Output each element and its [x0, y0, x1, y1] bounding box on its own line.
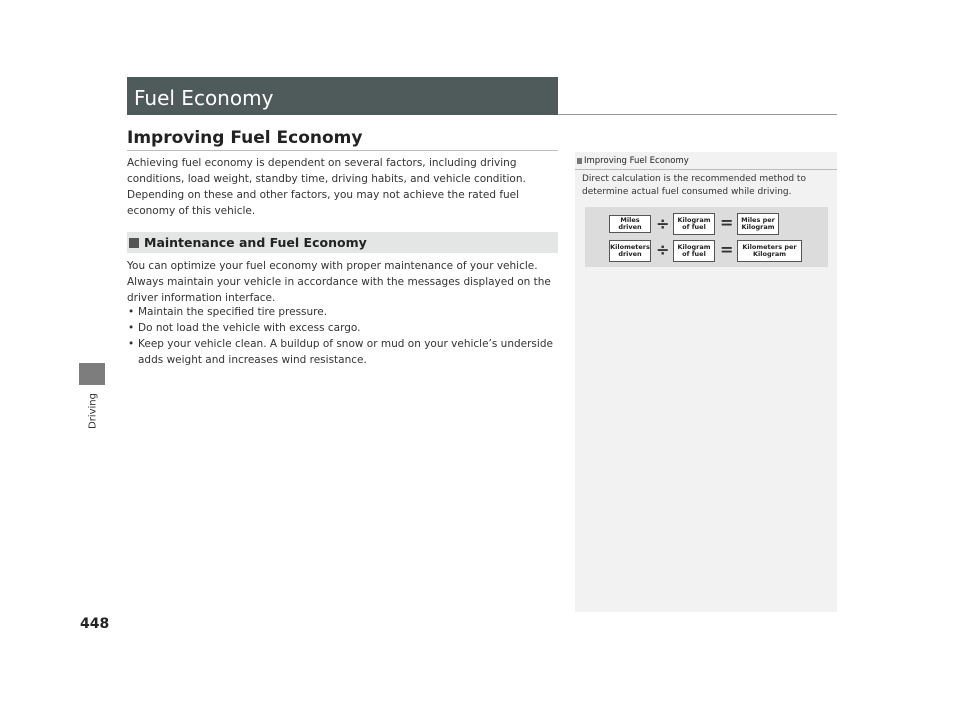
- fuel-formula-diagram: [585, 207, 828, 267]
- list-item: • Keep your vehicle clean. A buildup of snow or mud on your vehicle’s underside adds weight and increases wind resistance.: [128, 338, 553, 366]
- maintenance-paragraph: You can optimize your fuel economy with proper maintenance of your vehicle. Always maintain your vehicle in accordance with the messages displayed on the driver information interface.: [127, 260, 551, 304]
- note-heading: [577, 156, 832, 166]
- formula-1-result: Miles per Kilogram: [737, 213, 779, 235]
- formula-2-divisor: Kilogram of fuel: [673, 240, 715, 262]
- divide-icon: ÷: [656, 240, 670, 259]
- list-item: • Maintain the specified tire pressure.: [128, 306, 328, 318]
- chapter-tab-label: Driving: [87, 393, 99, 429]
- formula-1-divisor: Kilogram of fuel: [673, 213, 715, 235]
- note-rule: [575, 169, 837, 170]
- formula-2-result: Kilometers per Kilogram: [737, 240, 802, 262]
- square-bullet-icon: [129, 238, 139, 248]
- bullet-dot-icon: •: [128, 338, 135, 350]
- note-marker-icon: [577, 158, 582, 164]
- formula-2-dividend: Kilometers driven: [609, 240, 651, 262]
- note-heading-text: Improving Fuel Economy: [584, 156, 689, 166]
- bullet-dot-icon: •: [128, 306, 135, 318]
- section-title: Improving Fuel Economy: [127, 128, 363, 148]
- divide-icon: ÷: [656, 214, 670, 233]
- chapter-tab-marker: [79, 363, 105, 385]
- chapter-title: Fuel Economy: [134, 86, 274, 110]
- subsection-header: [127, 232, 558, 253]
- chapter-rule: [558, 114, 837, 115]
- intro-paragraph: Achieving fuel economy is dependent on several factors, including driving conditions, load weight, standby time, driving habits, and vehicle condition. Depending on these and other factors, you may not achieve the rated fuel economy of this vehicle.: [127, 157, 526, 217]
- chapter-header: [127, 77, 558, 115]
- equals-icon: =: [720, 240, 734, 259]
- subsection-title: Maintenance and Fuel Economy: [144, 235, 367, 250]
- section-rule: [127, 150, 558, 151]
- list-item: • Do not load the vehicle with excess cargo.: [128, 322, 361, 334]
- bullet-dot-icon: •: [128, 322, 135, 334]
- formula-1-dividend: Miles driven: [609, 215, 651, 233]
- bullet-list: [127, 304, 559, 368]
- equals-icon: =: [720, 213, 734, 232]
- page-number: 448: [80, 616, 110, 632]
- note-text: Direct calculation is the recommended method to determine actual fuel consumed while driving.: [582, 174, 806, 197]
